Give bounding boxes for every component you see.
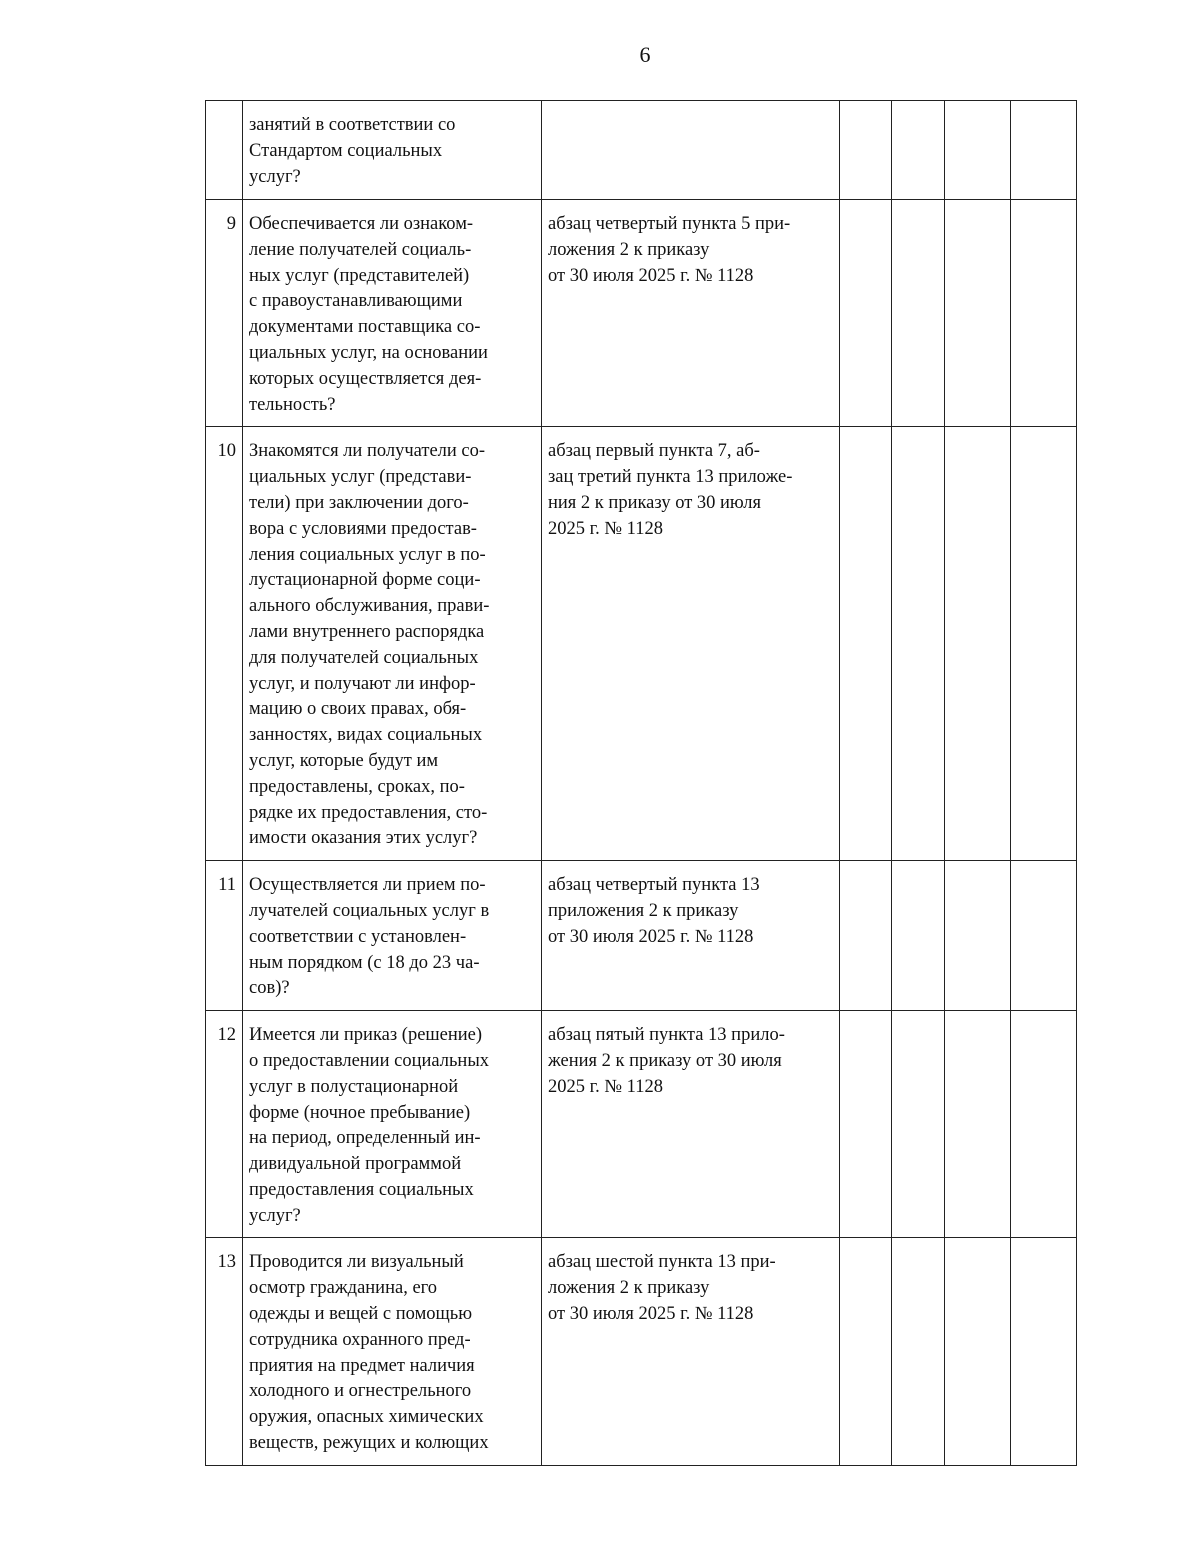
question-cell (243, 861, 542, 1011)
question-line: предоставления социальных (249, 1179, 474, 1200)
answer-cell (945, 200, 1011, 427)
answer-cell (945, 427, 1011, 861)
question-cell (243, 1011, 542, 1238)
answer-cell (1011, 200, 1077, 427)
question-line: Обеспечивается ли ознаком- (249, 214, 474, 234)
answer-cell (892, 1238, 945, 1465)
question-cell (243, 1238, 542, 1465)
table-row (206, 427, 1077, 861)
question-line: имости оказания этих услуг? (249, 828, 478, 849)
answer-cell (840, 200, 892, 427)
reference-line: ложения 2 к приказу (548, 1278, 710, 1299)
answer-cell (1011, 1238, 1077, 1465)
answer-cell (1011, 861, 1077, 1011)
answer-cell (840, 1238, 892, 1465)
table-row (206, 1238, 1077, 1465)
question-cell (243, 200, 542, 427)
question-line: циальных услуг, на основании (249, 342, 488, 363)
question-line: услуг, которые будут им (249, 750, 439, 771)
question-line: рядке их предоставления, сто- (249, 802, 488, 823)
reference-line: абзац первый пункта 7, аб- (548, 441, 760, 462)
reference-line: абзац четвертый пункта 5 при- (548, 214, 791, 234)
reference-cell (542, 1238, 840, 1465)
question-line: тели) при заключении дого- (249, 492, 469, 513)
answer-cell (892, 427, 945, 861)
question-line: документами поставщика со- (249, 317, 481, 338)
question-line: осмотр гражданина, его (249, 1278, 438, 1299)
reference-line: приложения 2 к приказу (548, 900, 739, 921)
question-line: услуг в полустационарной (249, 1076, 459, 1097)
reference-line: абзац шестой пункта 13 при- (548, 1252, 776, 1273)
question-line: занностях, видах социальных (249, 725, 483, 746)
question-line: лами внутреннего распорядка (249, 621, 485, 642)
question-line: Знакомятся ли получатели со- (249, 441, 486, 462)
question-line: сотрудника охранного пред- (249, 1329, 471, 1350)
answer-cell (945, 1238, 1011, 1465)
reference-line: ложения 2 к приказу (548, 239, 710, 260)
question-cell (243, 427, 542, 861)
question-line: оружия, опасных химических (249, 1407, 484, 1428)
question-line: веществ, режущих и колющих (249, 1433, 489, 1454)
answer-cell (840, 101, 892, 200)
question-line: ления социальных услуг в по- (249, 544, 486, 565)
answer-cell (892, 1011, 945, 1238)
table-row (206, 200, 1077, 427)
question-line: лучателей социальных услуг в (249, 900, 490, 921)
row-number: 11 (206, 861, 243, 1011)
question-line: ных услуг (представителей) (249, 265, 470, 286)
reference-line: абзац четвертый пункта 13 (548, 875, 760, 896)
reference-cell (542, 861, 840, 1011)
page-number: 6 (639, 42, 651, 67)
question-line: о предоставлении социальных (249, 1050, 489, 1071)
question-cell (243, 101, 542, 200)
answer-cell (945, 861, 1011, 1011)
question-line: занятий в соответствии со (249, 115, 456, 135)
question-line: холодного и огнестрельного (249, 1381, 472, 1402)
question-line: сов)? (249, 978, 290, 999)
reference-cell (542, 200, 840, 427)
reference-cell (542, 1011, 840, 1238)
question-line: тельность? (249, 394, 336, 415)
reference-line: зац третий пункта 13 приложе- (548, 467, 793, 488)
question-line: услуг, и получают ли инфор- (249, 673, 476, 694)
reference-line: жения 2 к приказу от 30 июля (548, 1050, 782, 1071)
question-line: на период, определенный ин- (249, 1128, 481, 1149)
table-body (206, 101, 1077, 1466)
question-line: Имеется ли приказ (решение) (249, 1025, 483, 1046)
table-row (206, 1011, 1077, 1238)
answer-cell (840, 1011, 892, 1238)
question-line: форме (ночное пребывание) (249, 1102, 471, 1123)
question-line: которых осуществляется дея- (249, 368, 482, 389)
answer-cell (892, 861, 945, 1011)
row-number: 12 (206, 1011, 243, 1238)
question-line: ление получателей социаль- (249, 239, 472, 260)
question-line: приятия на предмет наличия (249, 1355, 475, 1376)
reference-cell (542, 427, 840, 861)
checklist-table (205, 100, 1077, 1466)
reference-line: ния 2 к приказу от 30 июля (548, 492, 762, 513)
reference-line: от 30 июля 2025 г. № 1128 (548, 926, 754, 947)
question-line: услуг? (249, 166, 301, 187)
reference-cell (542, 101, 840, 200)
reference-line: 2025 г. № 1128 (548, 1076, 663, 1097)
question-line: Проводится ли визуальный (249, 1252, 464, 1273)
reference-line: 2025 г. № 1128 (548, 518, 663, 539)
question-line: ным порядком (с 18 до 23 ча- (249, 952, 480, 973)
row-number (206, 101, 243, 200)
question-line: Стандартом социальных (249, 140, 443, 161)
table-row (206, 101, 1077, 200)
answer-cell (892, 101, 945, 200)
row-number: 13 (206, 1238, 243, 1465)
answer-cell (1011, 427, 1077, 861)
question-line: с правоустанавливающими (249, 291, 463, 312)
question-line: циальных услуг (представи- (249, 467, 472, 488)
answer-cell (892, 200, 945, 427)
answer-cell (945, 1011, 1011, 1238)
question-line: услуг? (249, 1205, 301, 1226)
row-number: 9 (206, 200, 243, 427)
table-row (206, 861, 1077, 1011)
question-line: предоставлены, сроках, по- (249, 776, 465, 797)
question-line: мацию о своих правах, обя- (249, 699, 467, 720)
reference-line: абзац пятый пункта 13 прило- (548, 1025, 785, 1046)
answer-cell (1011, 101, 1077, 200)
question-line: ального обслуживания, прави- (249, 596, 490, 617)
question-line: Осуществляется ли прием по- (249, 875, 486, 896)
question-line: дивидуальной программой (249, 1154, 462, 1175)
row-number: 10 (206, 427, 243, 861)
question-line: одежды и вещей с помощью (249, 1304, 473, 1325)
answer-cell (1011, 1011, 1077, 1238)
answer-cell (840, 861, 892, 1011)
reference-line: от 30 июля 2025 г. № 1128 (548, 1304, 754, 1325)
answer-cell (840, 427, 892, 861)
answer-cell (945, 101, 1011, 200)
reference-line: от 30 июля 2025 г. № 1128 (548, 265, 754, 286)
question-line: для получателей социальных (249, 647, 479, 668)
question-line: вора с условиями предостав- (249, 518, 477, 539)
question-line: лустационарной форме соци- (249, 570, 481, 591)
question-line: соответствии с установлен- (249, 926, 467, 947)
